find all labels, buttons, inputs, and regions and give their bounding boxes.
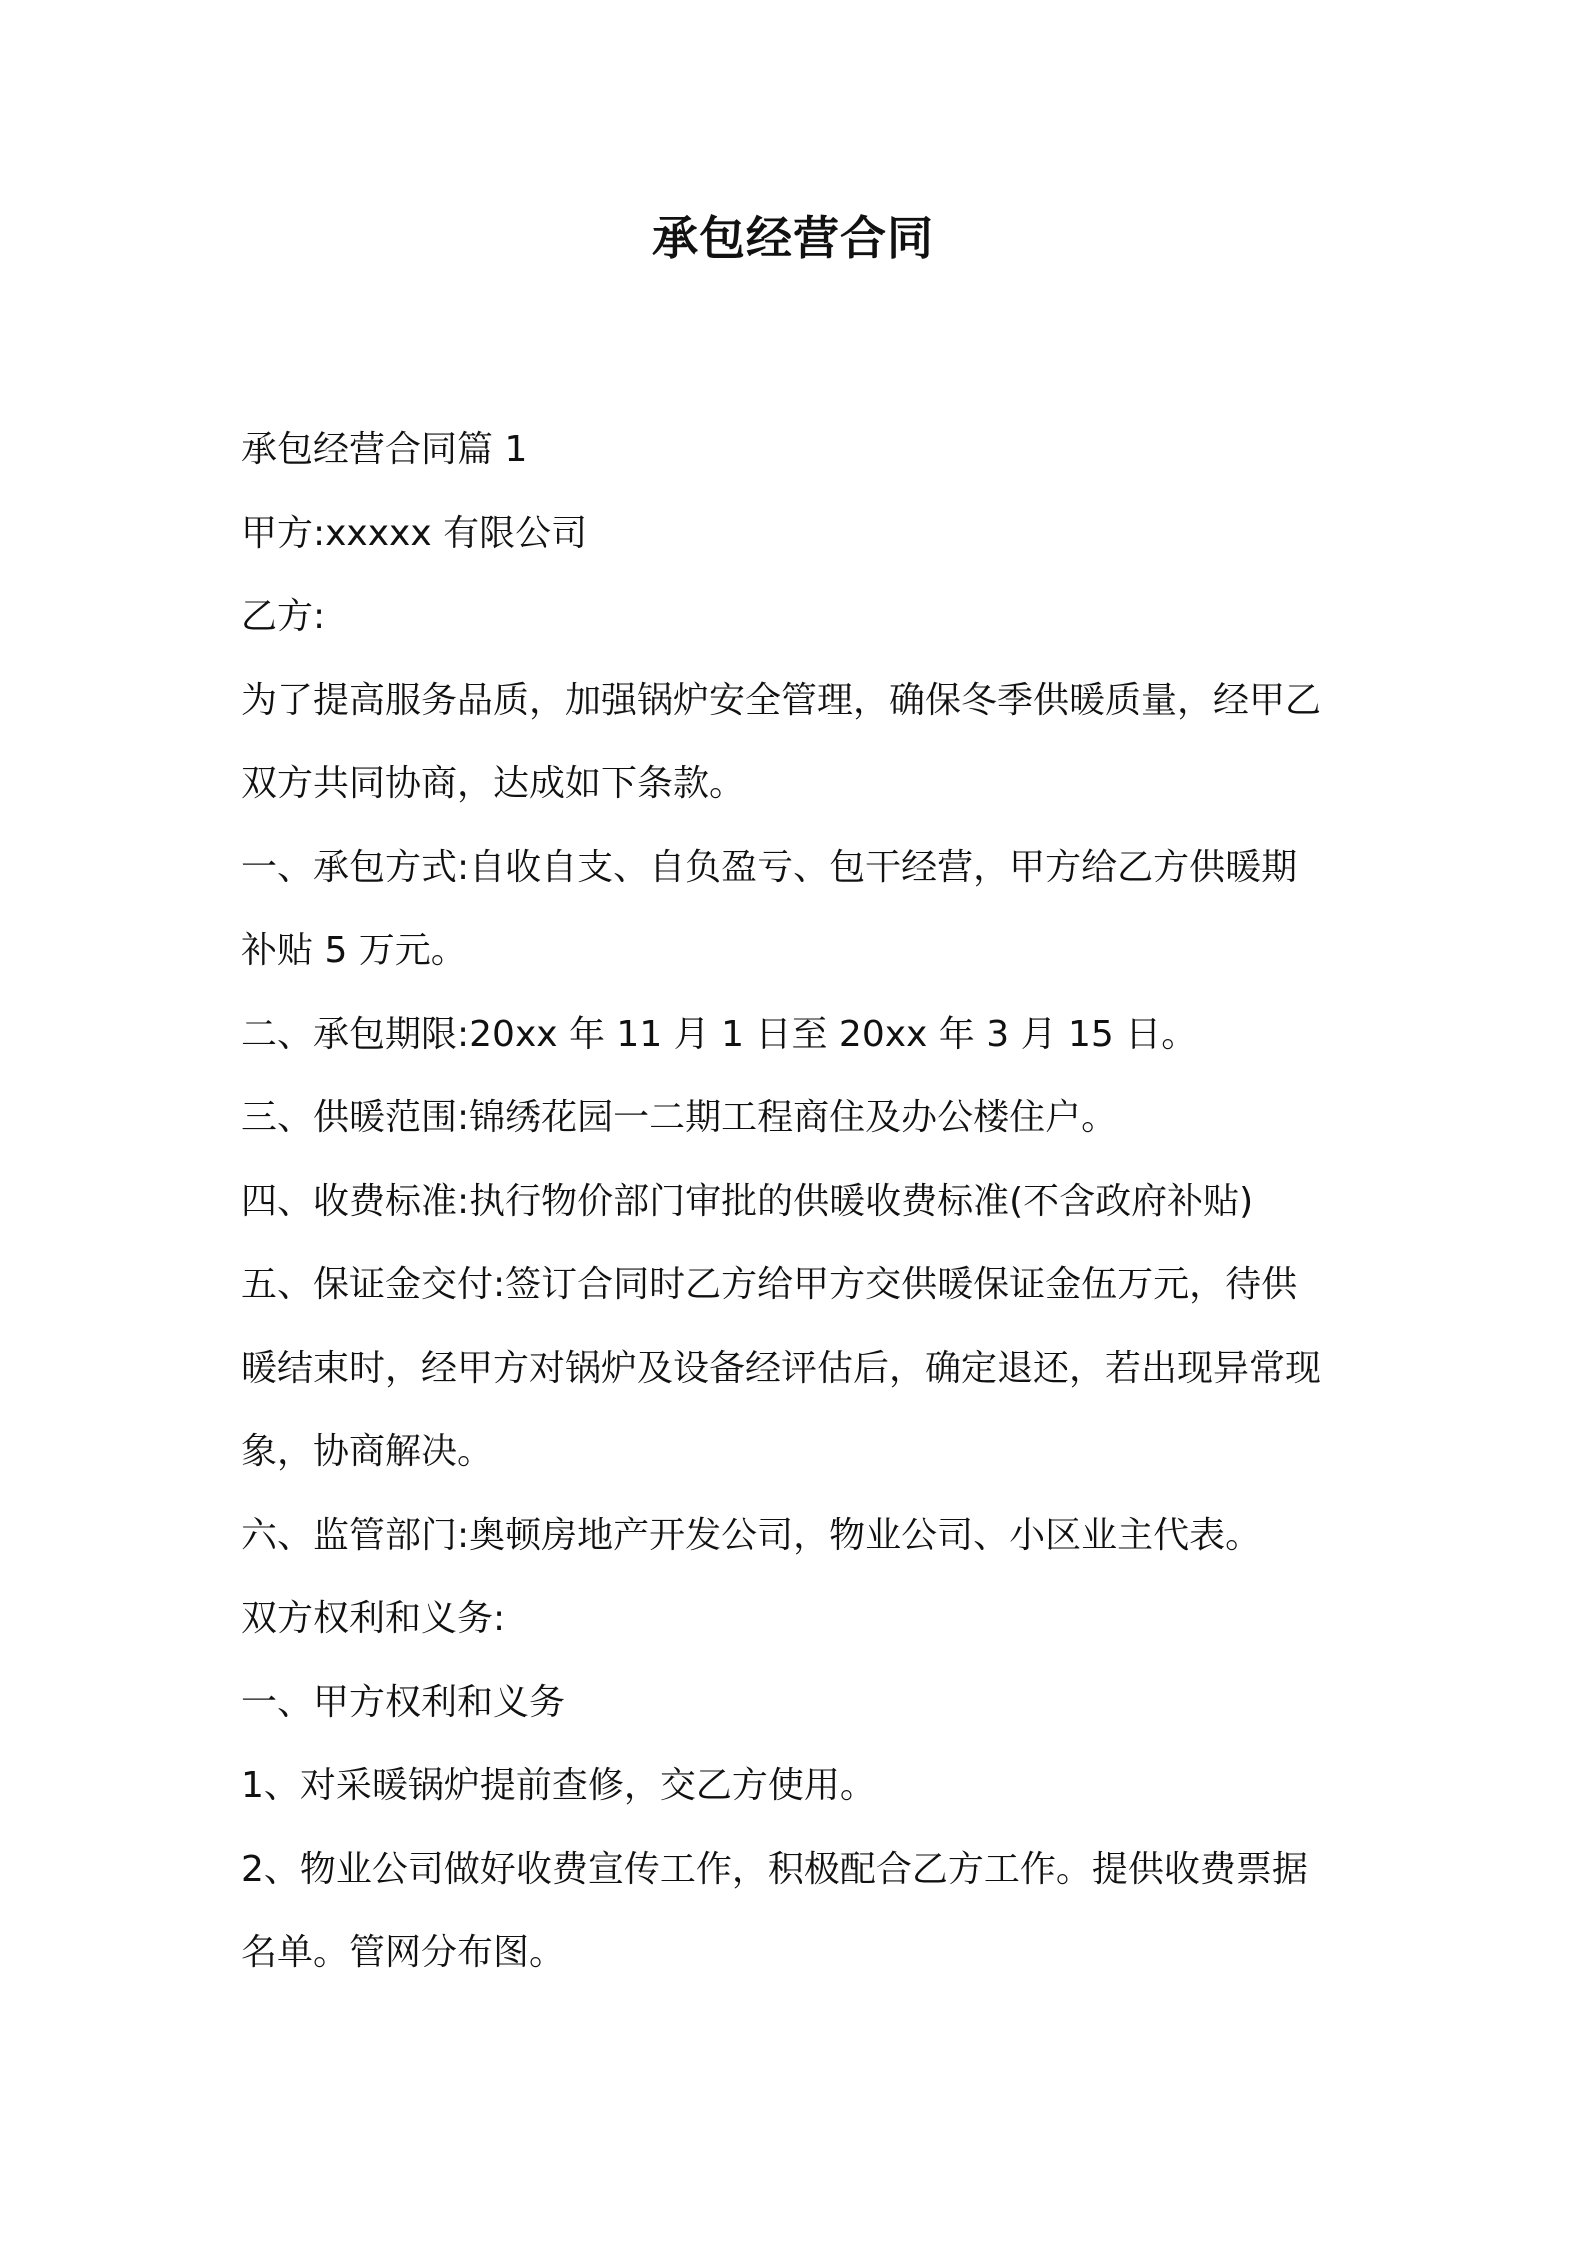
text-line: 六、监管部门:奥顿房地产开发公司，物业公司、小区业主代表。 (241, 1514, 1262, 1556)
document-title: 承包经营合同 (652, 211, 934, 265)
text-line: 双方共同协商，达成如下条款。 (241, 763, 746, 804)
text-line: 三、供暖范围:锦绣花园一二期工程商住及办公楼住户。 (241, 1097, 1118, 1138)
text-line: 1、对采暖锅炉提前查修，交乙方使用。 (241, 1765, 876, 1806)
text-line: 名单。管网分布图。 (241, 1932, 566, 1973)
text-line: 四、收费标准:执行物价部门审批的供暖收费标准(不含政府补贴) (241, 1180, 1254, 1222)
text-line: 承包经营合同篇 1 (241, 429, 528, 470)
text-line: 象，协商解决。 (241, 1431, 494, 1472)
text-line: 2、物业公司做好收费宣传工作，积极配合乙方工作。提供收费票据 (241, 1848, 1308, 1890)
text-line: 一、承包方式:自收自支、自负盈亏、包干经营，甲方给乙方供暖期 (241, 846, 1298, 888)
text-line: 五、保证金交付:签订合同时乙方给甲方交供暖保证金伍万元，待供 (241, 1264, 1298, 1305)
text-line: 为了提高服务品质，加强锅炉安全管理，确保冬季供暖质量，经甲乙 (241, 679, 1322, 721)
text-line: 乙方: (241, 596, 326, 637)
text-line: 补贴 5 万元。 (241, 930, 467, 971)
text-line: 甲方:xxxxx 有限公司 (241, 512, 588, 554)
text-line: 暖结束时，经甲方对锅炉及设备经评估后，确定退还，若出现异常现 (241, 1347, 1322, 1389)
text-line: 一、甲方权利和义务 (241, 1681, 566, 1723)
document-body (241, 408, 1361, 1995)
text-line: 双方权利和义务: (241, 1598, 506, 1639)
text-line: 二、承包期限:20xx 年 11 月 1 日至 20xx 年 3 月 15 日。 (241, 1013, 1198, 1055)
